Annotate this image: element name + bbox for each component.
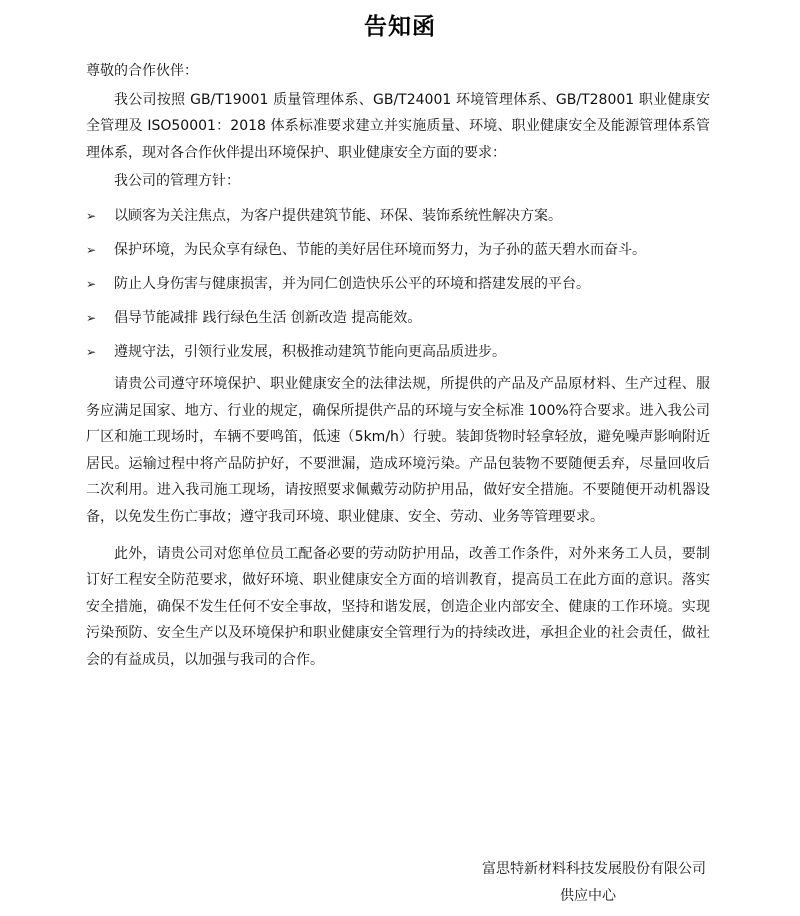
letter-body	[86, 58, 710, 674]
spacer	[86, 531, 710, 541]
arrow-bullet-icon: ➢	[86, 310, 97, 325]
policy-item	[86, 335, 710, 369]
policy-item	[86, 233, 710, 267]
policy-item	[86, 267, 710, 301]
policy-text: 保护环境，为民众享有绿色、节能的美好居住环境而努力，为子孙的蓝天碧水而奋斗。	[114, 241, 646, 258]
policy-list	[86, 199, 710, 369]
salutation: 尊敬的合作伙伴：	[86, 63, 198, 79]
signature-department: 供应中心	[560, 888, 616, 904]
policy-item	[86, 199, 710, 233]
policy-text: 防止人身伤害与健康损害，并为同仁创造快乐公平的环境和搭建发展的平台。	[114, 275, 590, 292]
arrow-bullet-icon: ➢	[86, 344, 97, 359]
policy-item	[86, 301, 710, 335]
intro-paragraph: 我公司按照 GB/T19001 质量管理体系、GB/T24001 环境管理体系、GB/T28001 职业健康安全管理及 ISO50001：2018 体系标准要求建立并实施质量、环境、职业健康安全及能源管理体系管理体系，现对各合作伙伴提出环境保护、职业健康安全方面的要求：	[86, 91, 710, 161]
requirements-paragraph: 请贵公司遵守环境保护、职业健康安全的法律法规，所提供的产品及产品原材料、生产过程、服务应满足国家、地方、行业的规定，确保所提供产品的环境与安全标准 100%符合要求。进入我公司厂区和施工现场时，车辆不要鸣笛，低速（5km/h）行驶。装卸货物时轻拿轻放，避免噪声影响附近居民。运输过程中将产品防护好，不要泄漏，造成环境污染。产品包装物不要随便丢弃，尽量回收后二次利用。进入我司施工现场，请按照要求佩戴劳动防护用品，做好安全措施。不要随便开动机器设备，以免发生伤亡事故；遵守我司环境、职业健康、安全、劳动、业务等管理要求。	[86, 375, 710, 525]
signature-company: 富思特新材料科技发展股份有限公司	[482, 861, 706, 877]
additional-requirements-paragraph: 此外，请贵公司对您单位员工配备必要的劳动防护用品，改善工作条件，对外来务工人员，要制订好工程安全防范要求，做好环境、职业健康安全方面的培训教育，提高员工在此方面的意识。落实安全措施，确保不发生任何不安全事故，坚持和谐发展，创造企业内部安全、健康的工作环境。实现污染预防、安全生产以及环境保护和职业健康安全管理行为的持续改进，承担企业的社会责任，做社会的有益成员，以加强与我司的合作。	[86, 545, 710, 668]
policy-text: 倡导节能减排 践行绿色生活 创新改造 提高能效。	[114, 309, 422, 326]
signature-block	[446, 856, 706, 910]
policy-text: 遵规守法，引领行业发展，积极推动建筑节能向更高品质进步。	[114, 343, 506, 360]
policy-text: 以顾客为关注焦点，为客户提供建筑节能、环保、装饰系统性解决方案。	[114, 207, 562, 224]
arrow-bullet-icon: ➢	[86, 208, 97, 223]
letter-title: 告知函	[364, 13, 436, 40]
arrow-bullet-icon: ➢	[86, 242, 97, 257]
arrow-bullet-icon: ➢	[86, 276, 97, 291]
policy-heading: 我公司的管理方针：	[114, 173, 240, 190]
